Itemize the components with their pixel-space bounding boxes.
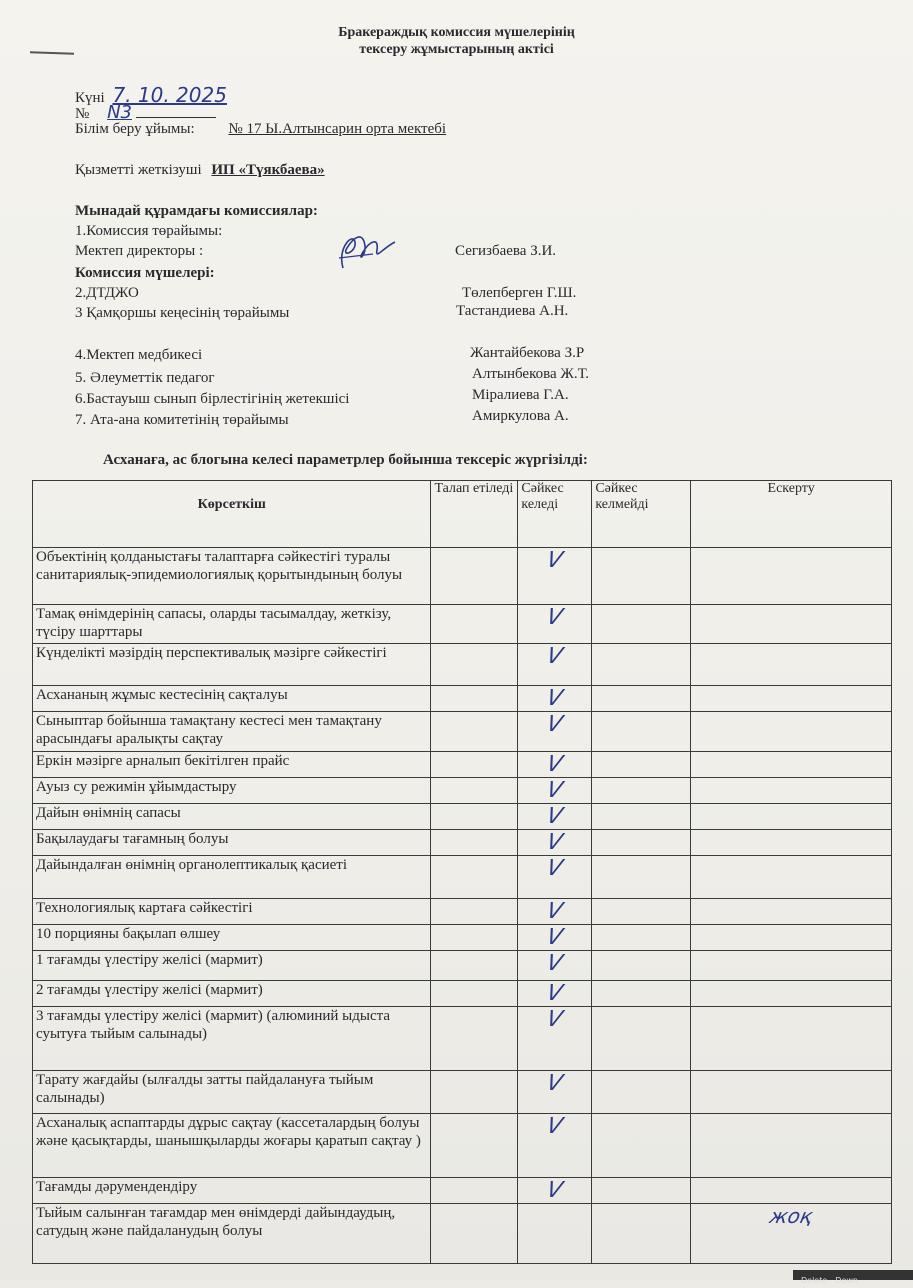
check-mark: V [544,1178,566,1203]
member-name: Жантайбекова З.Р [470,345,585,361]
indicator-cell: Технологиялық картаға сәйкестігі [33,899,431,925]
indicator-cell: Тарату жағдайы (ылғалды затты пайдалануға тыйым салынады) [33,1071,431,1114]
note-cell [691,1178,892,1204]
column-header: Сәйкес келеді [518,481,592,548]
table-row [33,899,892,925]
check-mark: V [544,1114,566,1139]
member-name: Алтынбекова Ж.Т. [472,366,589,382]
table-row [33,778,892,804]
check-mark: V [544,605,566,630]
indicator-cell: 2 тағамды үлестіру желісі (мармит) [33,981,431,1007]
member-name: Төлепберген Г.Ш. [462,285,577,301]
table-row [33,644,892,686]
table-row [33,925,892,951]
commission-heading: Мынадай құрамдағы комиссиялар: [75,203,318,219]
indicator-cell: Асханалық аспаптарды дұрыс сақтау (кассеталардың болуы және қасықтарды, шанышқыларды жоғары қаратып сақтау ) [33,1114,431,1178]
check-mark: V [544,951,566,976]
supplier-value: ИП «Түякбаева» [211,162,325,178]
indicator-cell: Дайын өнімнің сапасы [33,804,431,830]
corner-strip: Delete Down [793,1270,913,1280]
director-signature [333,228,403,272]
member-role: 3 Қамқоршы кеңесінің төрайымы [75,305,290,321]
note-cell [691,925,892,951]
check-mark: V [544,830,566,855]
check-mark: V [544,778,566,803]
indicator-cell: Асхананың жұмыс кестесінің сақталуы [33,686,431,712]
inspection-table [32,480,892,1264]
indicator-cell: Объектінің қолданыстағы талаптарға сәйкестігі туралы санитариялық-эпидемиологиялық қорытындының болуы [33,548,431,605]
number-value: N3 [107,102,132,123]
table-row [33,1178,892,1204]
organization-label: Білім беру ұйымы: [75,121,195,137]
number-row [75,102,216,123]
title-line-2: тексеру жұмыстарының актісі [359,42,554,57]
table-row [33,712,892,752]
note-cell [691,804,892,830]
indicator-cell: 1 тағамды үлестіру желісі (мармит) [33,951,431,981]
table-row [33,981,892,1007]
note-cell [691,644,892,686]
table-row [33,752,892,778]
note-cell [691,1114,892,1178]
indicator-cell: Еркін мәзірге арналып бекітілген прайс [33,752,431,778]
table-row [33,804,892,830]
member-name: Амиркулова А. [472,408,569,424]
column-header: Сәйкес келмейді [592,481,691,548]
note-cell [691,712,892,752]
check-mark: V [544,752,566,777]
director-role: Мектеп директоры : [75,243,204,259]
indicator-cell: Сыныптар бойынша тамақтану кестесі мен тамақтану арасындағы аралықты сақтау [33,712,431,752]
inspection-heading: Асханаға, ас блогына келесі параметрлер бойынша тексеріс жүргізілді: [103,452,588,468]
column-header: Талап етіледі [431,481,518,548]
check-mark: V [544,712,566,737]
table-row [33,1071,892,1114]
member-role: 6.Бастауыш сынып бірлестігінің жетекшісі [75,391,350,407]
note-cell [691,830,892,856]
note-cell [691,1007,892,1071]
table-row [33,686,892,712]
indicator-cell: Бақылаудағы тағамның болуы [33,830,431,856]
note-cell [691,548,892,605]
table-row [33,548,892,605]
date-value: 7. 10. 2025 [112,83,227,107]
date-label: Күні [75,90,105,106]
indicator-cell: Тыйым салынған тағамдар мен өнімдерді дайындаудың, сатудың және пайдаланудың болуы [33,1204,431,1264]
note-cell [691,605,892,644]
member-role: 7. Ата-ана комитетінің төрайымы [75,412,289,428]
table-row [33,830,892,856]
table-row [33,856,892,899]
indicator-cell: Дайындалған өнімнің органолептикалық қасиеті [33,856,431,899]
check-mark: V [544,1071,566,1096]
column-header: Ескерту [691,481,892,548]
check-mark: V [544,804,566,829]
note-cell [691,752,892,778]
indicator-cell: Тамақ өнімдерінің сапасы, оларды тасымалдау, жеткізу, түсіру шарттары [33,605,431,644]
member-role: 2.ДТДЖО [75,285,139,301]
member-name: Тастандиева А.Н. [456,303,569,319]
supplier-label: Қызметті жеткізуші [75,162,202,178]
organization-value: № 17 Ы.Алтынсарин орта мектебі [228,121,447,137]
indicator-cell: 3 тағамды үлестіру желісі (мармит) (алюминий ыдыста суытуға тыйым салынады) [33,1007,431,1071]
check-mark: V [544,981,566,1006]
indicator-cell: Тағамды дәрумендендіру [33,1178,431,1204]
note-cell [691,778,892,804]
indicator-cell: Күнделікті мәзірдің перспективалық мәзірге сәйкестігі [33,644,431,686]
note-cell [691,981,892,1007]
check-mark: V [544,856,566,881]
member-name: Міралиева Г.А. [472,387,569,403]
note-handwritten: жоқ [767,1204,815,1228]
note-cell [691,1071,892,1114]
note-cell [691,856,892,899]
check-mark: V [544,925,566,950]
table-header-row [33,481,892,548]
check-mark: V [544,644,566,669]
title-line-1: Бракераждық комиссия мүшелерінің [338,25,575,40]
check-mark: V [544,686,566,711]
column-header: Көрсеткіш [33,481,431,548]
member-role: 5. Әлеуметтік педагог [75,370,215,386]
number-label: № [75,106,90,122]
table-row [33,1007,892,1071]
supplier-row [75,162,325,179]
chair-line: 1.Комиссия төрайымы: [75,223,223,239]
table-row [33,951,892,981]
indicator-cell: Ауыз су режимін ұйымдастыру [33,778,431,804]
note-cell [691,951,892,981]
member-role: 4.Мектеп медбикесі [75,347,203,363]
check-mark: V [544,899,566,924]
indicator-cell: 10 порцияны бақылап өлшеу [33,925,431,951]
note-cell [691,686,892,712]
note-cell [691,899,892,925]
director-name: Сегизбаева З.И. [455,243,557,259]
organization-row [75,121,446,138]
check-mark: V [544,1007,566,1032]
table-row [33,1114,892,1178]
table-row [33,1204,892,1264]
members-heading: Комиссия мүшелері: [75,265,215,281]
document-title [0,24,913,58]
table-row [33,605,892,644]
check-mark: V [544,548,566,573]
